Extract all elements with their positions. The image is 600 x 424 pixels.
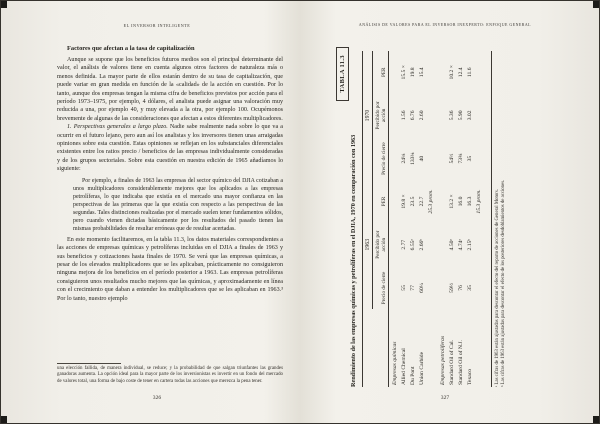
table-cell: 73⅝: [458, 153, 465, 164]
table-cell: 77: [410, 285, 417, 291]
table-cell: 15.5 ×: [401, 65, 408, 80]
column-header: PER: [373, 51, 389, 94]
column-header: Percibido por acción: [373, 223, 389, 267]
empty-cell: [475, 266, 486, 309]
table-label: TABLA 11.3: [336, 47, 349, 101]
data-table: [362, 51, 485, 387]
table-cell: 55: [401, 285, 408, 291]
section-title: Factores que afectan a la tasa de capitalización: [67, 45, 195, 52]
table-cell: 35: [467, 155, 474, 162]
empty-cell: [475, 223, 486, 267]
table-cell: 10.2 ×: [449, 65, 456, 80]
table-cell: 6.76: [410, 110, 417, 121]
table-cell: 59½: [449, 283, 456, 293]
rotated-table-area: [331, 47, 566, 387]
empty-cell: [475, 51, 486, 94]
paragraph: En este momento facilitaremos, en la tabla 11.3, los datos materiales correspondientes a las acciones de empresas químicas y petrolíferas incluidas en el DJIA a finales de 1963 y sus beneficios y cotizaciones hasta finales de 1970. Se verá que las empresas químicas, a pesar de los elevados multiplicadores que se les aplicaban, prácticamente no consiguieron ninguna mejora de los beneficios en el período posterior a 1963. Las empresas petrolíferas consiguieron unos resultados mucho mejores que las químicas, y aproximadamente en línea con el crecimiento que daban a entender los multiplicadores que se les aplicaban en 1963.³ Por lo tanto, nuestro ejemplo: [57, 236, 283, 302]
table-cell: 6.55ᵃ: [410, 239, 417, 251]
scan-corner-mark: [1, 1, 7, 8]
empty-cell: [427, 137, 438, 180]
group-label: Empresas químicas: [392, 341, 399, 385]
row-label: Allied Chemical: [401, 348, 408, 385]
table-cell: 16.3: [467, 196, 474, 207]
empty-cell: [475, 137, 486, 180]
table-caption: Rendimiento de las empresas químicas y petrolíferas en el DJIA, 1970 en comparación con 1963: [350, 134, 357, 387]
table-row: [448, 51, 457, 387]
table-cell: 16.0: [458, 196, 465, 207]
table-cell: 76: [458, 285, 465, 291]
table-cell: 5.90: [458, 110, 465, 121]
empty-header-cell: [363, 309, 373, 387]
paragraph: Aunque se supone que los beneficios futuros medios son el principal determinante del valor, el análisis de valores tiene en cuenta algunos otros factores de naturaleza más o menos definida. La mayor parte de ellos estarán dentro de su tasa de capitalización, que puede variar en gran medida en función de la «calidad» de la acción en cuestión. Por lo tanto, aunque dos empresas tengan la misma cifra de beneficios previstos por acción para el período 1973–1975, por ejemplo, 4 dólares, el analista puede asignar una valoración muy reducida a una, por ejemplo 40, y muy elevada a la otra, por ejemplo 100. Ocupémonos brevemente de algunas de las consideraciones que afectan a estos diferentes multiplicadores.: [57, 57, 283, 122]
table-row: [418, 51, 427, 387]
table-row: [457, 51, 466, 387]
table-cell: 15.4: [419, 67, 426, 78]
row-label: Texaco: [467, 368, 474, 385]
running-head-right: ANÁLISIS DE VALORES PARA EL INVERSOR INEXPERTO: ENFOQUE GENERAL: [358, 23, 532, 27]
table-cell: 3.02: [467, 110, 474, 121]
table-average-row: [427, 51, 438, 387]
table-group-row: [389, 51, 400, 387]
footnote-separator: [57, 363, 121, 364]
right-page: [303, 15, 587, 411]
column-header: PER: [373, 180, 389, 223]
table-cell: 13.2 ×: [449, 194, 456, 209]
table-cell: 23.5: [410, 196, 417, 207]
column-group-1963: 1963: [363, 180, 373, 309]
table-cell: 22.7: [419, 196, 426, 207]
table-cell: 4.74ᵃ: [458, 239, 465, 251]
table-block: [331, 47, 566, 387]
table-footnote: ᵇ Las cifras de 1963 están ajustadas para descontar el efecto de los posteriores desdoblamientos de acciones.: [500, 179, 506, 387]
row-label: Du Pont: [410, 366, 417, 385]
table-cell: 54½: [449, 153, 456, 164]
empty-cell: [427, 94, 438, 138]
group-label: Empresas petrolíferas: [440, 335, 447, 385]
table-cell: 19.8: [410, 67, 417, 78]
table-row: [409, 51, 418, 387]
table-cell: 11.6: [467, 67, 474, 78]
table-group-row: [437, 51, 448, 387]
column-header: Percibido por acción: [373, 94, 389, 138]
table-cell: 1.56: [401, 110, 408, 121]
row-label: Standard Oil of Cal.: [449, 339, 456, 385]
page-number-right: 327: [440, 395, 450, 401]
table-cell: 5.36: [449, 110, 456, 121]
table-cell: 2.77: [401, 239, 408, 250]
empty-cell: [427, 266, 438, 309]
table-footnotes: [491, 51, 507, 387]
scan-corner-mark: [593, 416, 599, 423]
empty-header-cell: [373, 309, 389, 387]
average-value: 15.3 prom.: [476, 189, 483, 214]
table-row: [400, 51, 409, 387]
table-label-row: [331, 47, 346, 387]
empty-cell: [427, 309, 438, 387]
scan-corner-mark: [1, 416, 7, 423]
row-label: Standard Oil of N.J.: [458, 340, 465, 385]
paragraph-text: Nadie sabe realmente nada sobre lo que va a ocurrir en el futuro lejano, pero aun así los analistas y los inversores tienen unas arraigadas opiniones sobre esta cuestión. Estas opiniones se reflejan en los substanciales diferenciales existentes entre los ratios precio / beneficios de las empresas individualmente consideradas y de los grupos sectoriales. Sobre esta cuestión en nuestra edición de 1965 añadíamos lo siguiente:: [57, 124, 283, 173]
empty-cell: [475, 94, 486, 138]
paragraph: [57, 123, 283, 173]
table-footnote: ᵃ Las cifras de 1963 están ajustadas para descontar el efecto del reparto de acciones de General Motors.: [494, 189, 500, 387]
empty-cell: [475, 309, 486, 387]
page-number-left: 326: [152, 395, 162, 401]
scan-corner-mark: [593, 1, 599, 8]
column-group-1970: 1970: [363, 51, 373, 180]
left-page: [15, 15, 299, 411]
footnote-block: [57, 363, 283, 385]
empty-cell: [427, 51, 438, 94]
table-row: [466, 51, 475, 387]
left-page-text-block: [57, 39, 283, 303]
table-cell: 133¾: [410, 152, 417, 165]
row-label: Union Carbide: [419, 351, 426, 385]
table-cell: 2.15ᵇ: [467, 238, 474, 251]
table-cell: 60¼: [419, 283, 426, 293]
table-cell: 2.60: [419, 110, 426, 121]
average-value: 25.3 prom.: [428, 189, 435, 214]
footnote-text: una elección fallida, de manera individual, se reduce; y la probabilidad de que salgan triunfantes las grandes ganadoras aumenta. La opción ideal para la mayor parte de los inversionistas es invertir en un fondo del mercado de valores total, una forma de bajo coste de tener en cartera todas las acciones que merezca la pena tener.: [57, 366, 283, 384]
column-header: Precio de cierre: [373, 266, 389, 309]
running-head-left: EL INVERSOR INTELIGENTE: [123, 23, 191, 28]
table-cell: 4.50ᵃ: [449, 239, 456, 251]
block-quote: Por ejemplo, a finales de 1963 las empresas del sector químico del DJIA cotizaban a unos multiplicadores considerablemente mejores que los aplicados a las empresas petrolíferas, lo que indicaba que existía en el mercado una mayor confianza en las perspectivas de las primeras que la que existía con respecto a las perspectivas de las segundas. Tales distinciones realizadas por el mercado suelen tener fundamentos sólidos, pero cuando vienen dictadas básicamente por los resultados del pasado tienen las mismas probabilidades de resultar erróneas que de resultar acertadas.: [73, 177, 283, 232]
table-cell: 12.4: [458, 67, 465, 78]
table-cell: 35: [467, 285, 474, 291]
empty-cell: [427, 223, 438, 267]
column-header: Precio de cierre: [373, 137, 389, 180]
table-cell: 19.8 ×: [401, 194, 408, 209]
table-cell: 2.66ᵇ: [419, 238, 426, 251]
table-average-row: [475, 51, 486, 387]
paragraph-lead-italic: 1. Perspectivas generales a largo plazo.: [67, 124, 168, 131]
table-cell: 40: [419, 155, 426, 162]
table-cell: 24⅛: [401, 153, 408, 164]
